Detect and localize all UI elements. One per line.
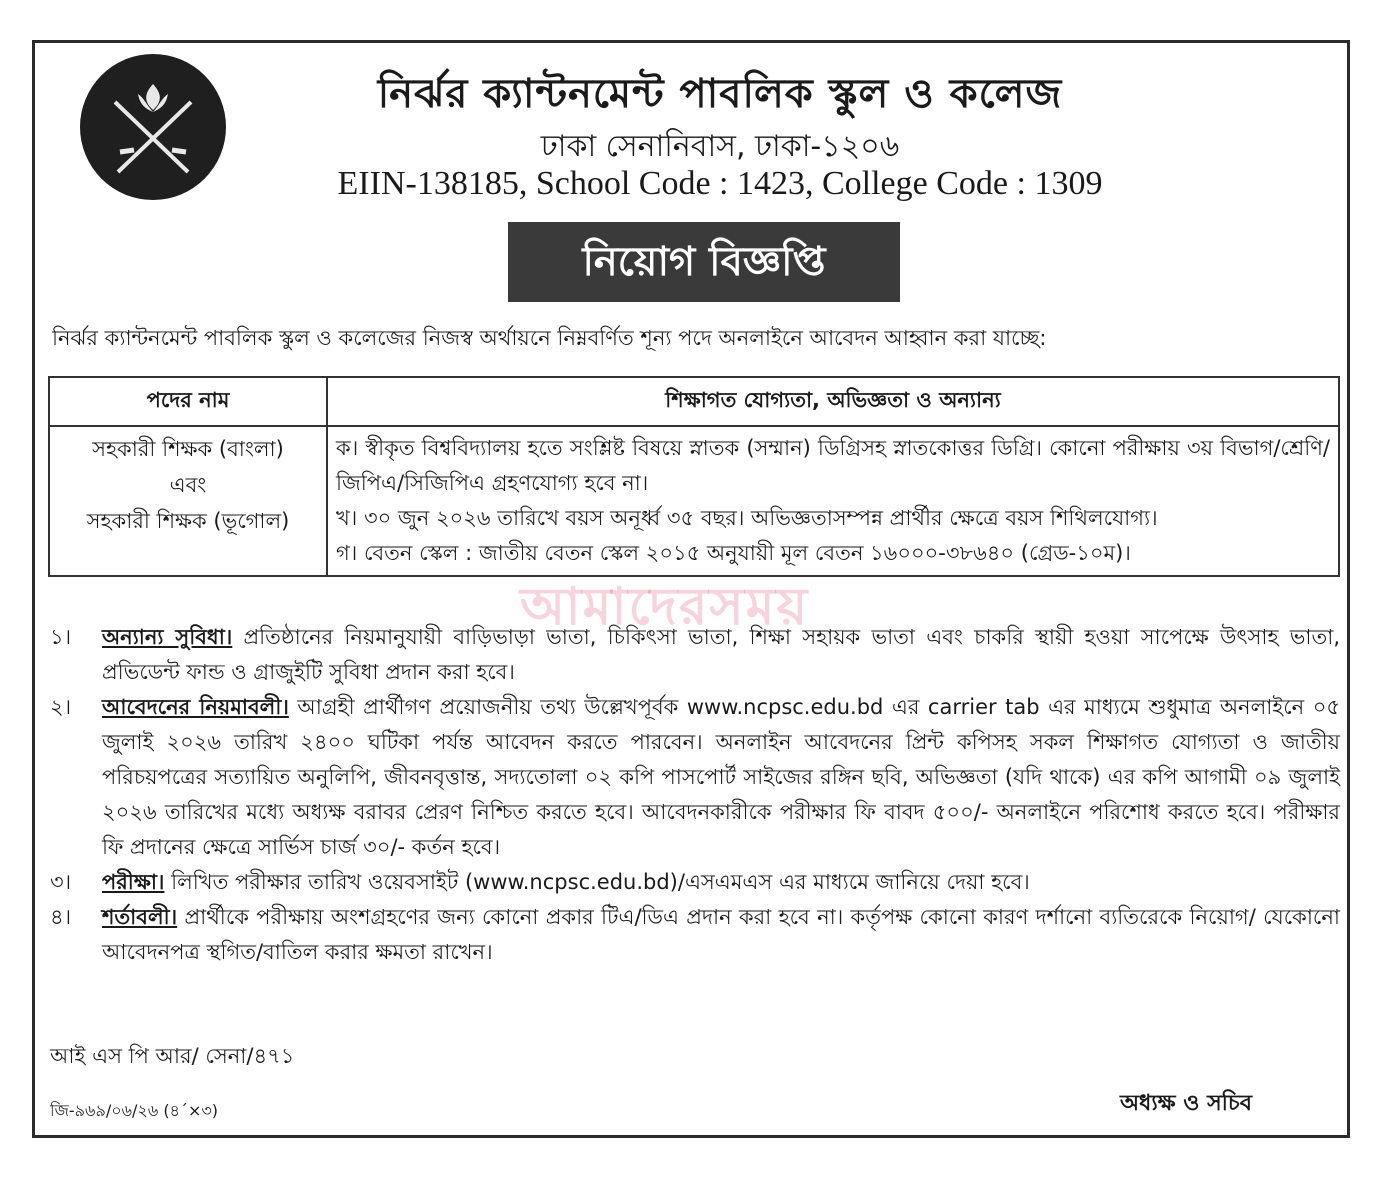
requirement-item: গ। বেতন স্কেল : জাতীয় বেতন স্কেল ২০১৫ অনুযায়ী মূল বেতন ১৬০০০-৩৮৬৪০ (গ্রেড-১০ম)। bbox=[336, 541, 1131, 565]
reference-number: আই এস পি আর/ সেনা/৪৭১ bbox=[50, 1044, 295, 1068]
item-label: অন্যান্য সুবিধা। bbox=[102, 625, 233, 649]
list-item bbox=[50, 690, 1340, 865]
post-names-cell bbox=[49, 426, 327, 576]
list-item bbox=[50, 900, 1340, 970]
institution-address: ঢাকা সেনানিবাস, ঢাকা-১২০৬ bbox=[540, 129, 900, 164]
item-body bbox=[102, 620, 1340, 690]
item-body bbox=[102, 690, 1340, 865]
requirement-item: ক। স্বীকৃত বিশ্ববিদ্যালয় হতে সংশ্লিষ্ট বিষয়ে স্নাতক (সম্মান) ডিগ্রিসহ স্নাতকোত্তর ডিগ্রি। কোনো পরীক্ষায় ৩য় বিভাগ/শ্রেণি/জিপিএ/সিজিপিএ গ্রহণযোগ্য হবে না। bbox=[336, 436, 1330, 495]
item-number: ৩। bbox=[50, 870, 72, 894]
list-item bbox=[50, 620, 1340, 690]
institution-name: নির্ঝর ক্যান্টনমেন্ট পাবলিক স্কুল ও কলেজ bbox=[377, 70, 1063, 117]
post-conjunction: এবং bbox=[169, 473, 207, 497]
item-body bbox=[102, 900, 1340, 970]
item-number: ৪। bbox=[50, 905, 72, 929]
item-body bbox=[102, 865, 1340, 900]
requirements-cell bbox=[327, 426, 1339, 576]
army-logo bbox=[80, 54, 226, 200]
header-post-name: পদের নাম bbox=[49, 377, 327, 426]
watermark: আমাদেরসময় bbox=[520, 577, 810, 637]
item-text: প্রতিষ্ঠানের নিয়মানুযায়ী বাড়িভাড়া ভাতা, চিকিৎসা ভাতা, শিক্ষা সহায়ক ভাতা এবং চাকরি স্থায়ী হওয়া সাপেক্ষে উৎসাহ ভাতা, প্রভিডেন্ট ফান্ড ও গ্রাজুইটি সুবিধা প্রদান করা হবে। bbox=[102, 625, 1340, 684]
item-label: শর্তাবলী। bbox=[102, 905, 178, 929]
table-header-row bbox=[49, 377, 1339, 426]
header-qualification: শিক্ষাগত যোগ্যতা, অভিজ্ঞতা ও অন্যান্য bbox=[327, 377, 1339, 426]
posts-table bbox=[48, 376, 1340, 577]
requirement-item: খ। ৩০ জুন ২০২৬ তারিখে বয়স অনূর্ধ্ব ৩৫ বছর। অভিজ্ঞতাসম্পন্ন প্রার্থীর ক্ষেত্রে বয়স শিথিলযোগ্য। bbox=[336, 506, 1158, 530]
item-number: ১। bbox=[50, 625, 72, 649]
post-name: সহকারী শিক্ষক (বাংলা) bbox=[92, 437, 284, 461]
notice-banner: নিয়োগ বিজ্ঞপ্তি bbox=[508, 222, 900, 302]
signature-title: অধ্যক্ষ ও সচিব bbox=[1120, 1091, 1253, 1116]
item-text: প্রার্থীকে পরীক্ষায় অংশগ্রহণের জন্য কোনো প্রকার টিএ/ডিএ প্রদান করা হবে না। কর্তৃপক্ষ কোনো কারণ দর্শানো ব্যতিরেকে নিয়োগ/ যেকোনো আবেদনপত্র স্থগিত/বাতিল করার ক্ষমতা রাখেন। bbox=[102, 905, 1340, 964]
item-label: আবেদনের নিয়মাবলী। bbox=[102, 695, 289, 719]
item-text: আগ্রহী প্রার্থীগণ প্রয়োজনীয় তথ্য উল্লেখপূর্বক www.ncpsc.edu.bd এর carrier tab এর মাধ্যমে শুধুমাত্র অনলাইনে ০৫ জুলাই ২০২৬ তারিখ ২৪০০ ঘটিকা পর্যন্ত আবেদন করতে পারবেন। অনলাইন আবেদনের প্রিন্ট কপিসহ সকল শিক্ষাগত যোগ্যতা ও জাতীয় পরিচয়পত্রের সত্যায়িত অনুলিপি, জীবনবৃত্তান্ত, সদ্যতোলা ০২ কপি পাসপোর্ট সাইজের রঙ্গিন ছবি, অভিজ্ঞতা (যদি থাকে) এর কপি আগামী ০৯ জুলাই ২০২৬ তারিখের মধ্যে অধ্যক্ষ বরাবর প্রেরণ নিশ্চিত করতে হবে। আবেদনকারীকে পরীক্ষার ফি বাবদ ৫০০/- অনলাইনে পরিশোধ করতে হবে। পরীক্ষার ফি প্রদানের ক্ষেত্রে সার্ভিস চার্জ ৩০/- কর্তন হবে। bbox=[102, 695, 1340, 859]
publication-code: জি-৯৬৯/০৬/২৬ (৪´×৩) bbox=[50, 1101, 218, 1120]
intro-text: নির্ঝর ক্যান্টনমেন্ট পাবলিক স্কুল ও কলেজের নিজস্ব অর্থায়নে নিম্নবর্ণিত শূন্য পদে অনলাইনে আবেদন আহ্বান করা যাচ্ছে: bbox=[52, 326, 1047, 350]
terms-list bbox=[50, 620, 1340, 970]
crossed-swords-icon bbox=[80, 54, 226, 200]
item-text: লিখিত পরীক্ষার তারিখ ওয়েবসাইট (www.ncpsc.edu.bd)/এসএমএস এর মাধ্যমে জানিয়ে দেয়া হবে। bbox=[164, 870, 1030, 894]
notice-frame bbox=[32, 40, 1350, 1138]
post-name: সহকারী শিক্ষক (ভূগোল) bbox=[86, 509, 290, 533]
item-label: পরীক্ষা। bbox=[102, 870, 165, 894]
list-item bbox=[50, 865, 1340, 900]
institution-codes: EIIN-138185, School Code : 1423, College Code : 1309 bbox=[337, 165, 1103, 202]
table-row bbox=[49, 426, 1339, 576]
item-number: ২। bbox=[50, 695, 72, 719]
